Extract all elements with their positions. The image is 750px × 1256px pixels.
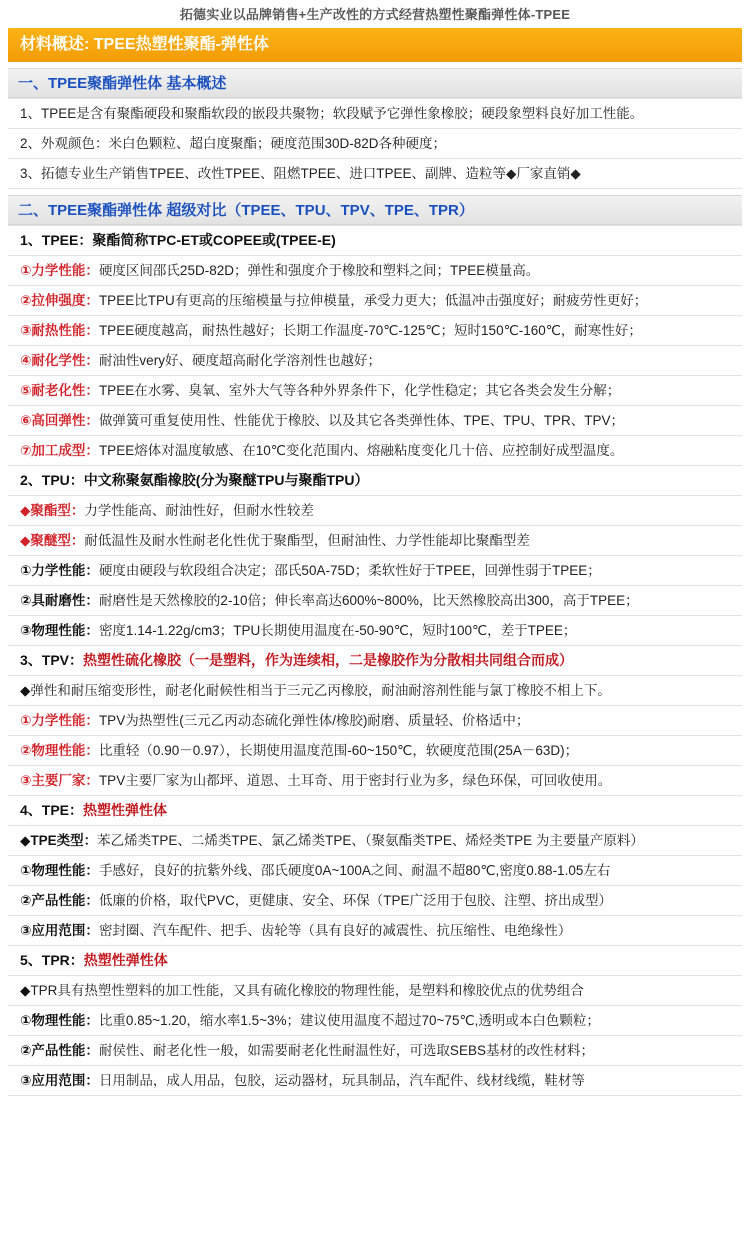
row-text: TPEE比TPU有更高的压缩模量与拉伸模量，承受力更大；低温冲击强度好；耐疲劳性更好； [98, 293, 648, 308]
content-row [8, 916, 742, 946]
row-label: ③物理性能： [20, 623, 99, 638]
subsection-title: 热塑性弹性体 [83, 802, 168, 818]
subsection-header [8, 946, 742, 976]
content-row [8, 766, 742, 796]
row-label: ◆ [20, 983, 31, 998]
row-label: ⑦加工成型： [20, 443, 99, 458]
row-text: 3、拓德专业生产销售TPEE、改性TPEE、阻燃TPEE、进口TPEE、副牌、造粒等◆厂家直销◆ [8, 159, 742, 189]
row-text: TPV主要厂家为山都坪、道恩、土耳奇、用于密封行业为多，绿色环保，可回收使用。 [98, 773, 612, 788]
content-row [8, 1036, 742, 1066]
section-header: 一、TPEE聚酯弹性体 基本概述 [8, 68, 742, 98]
row-text: 密度1.14-1.22g/cm3；TPU长期使用温度在-50-90℃，短时100℃，差于TPEE； [98, 623, 577, 638]
row-text: TPEE熔体对温度敏感、在10℃变化范围内、熔融粘度变化几十倍、应控制好成型温度。 [98, 443, 624, 458]
row-text: TPEE在水雾、臭氧、室外大气等各种外界条件下，化学性稳定；其它各类会发生分解； [98, 383, 621, 398]
content-row [8, 256, 742, 286]
content-row [8, 1066, 742, 1096]
content-row [8, 616, 742, 646]
row-label: ③主要厂家： [20, 773, 99, 788]
row-label: ⑥高回弹性： [20, 413, 99, 428]
subsection-header: 2、TPU：中文称聚氨酯橡胶(分为聚醚TPU与聚酯TPU） [8, 466, 742, 496]
subsection-label: 4、TPE： [20, 802, 84, 818]
row-text: TPV为热塑性(三元乙丙动态硫化弹性体/橡胶)耐磨、质量轻、价格适中； [98, 713, 530, 728]
row-text: 耐磨性是天然橡胶的2-10倍；伸长率高达600%~800%，比天然橡胶高出300，高于TPEE； [98, 593, 639, 608]
row-label: ⑤耐老化性： [20, 383, 99, 398]
row-label: ③应用范围： [20, 1073, 99, 1088]
content-row [8, 526, 742, 556]
row-text: 1、TPEE是含有聚酯硬段和聚酯软段的嵌段共聚物；软段赋予它弹性象橡胶；硬段象塑料良好加工性能。 [8, 98, 742, 129]
row-text: 苯乙烯类TPE、二烯类TPE、氯乙烯类TPE、（聚氨酯类TPE、烯烃类TPE 为主要量产原料） [97, 833, 644, 848]
content-row [8, 286, 742, 316]
subsection-header: 1、TPEE：聚酯简称TPC-ET或COPEE或(TPEE-E) [8, 225, 742, 256]
row-label: ②具耐磨性： [20, 593, 99, 608]
content-row [8, 826, 742, 856]
row-label: ③应用范围： [20, 923, 99, 938]
row-text: 日用制品，成人用品，包胶，运动器材，玩具制品，汽车配件、线材线缆，鞋材等 [98, 1073, 585, 1088]
content-row [8, 406, 742, 436]
section-rows [8, 98, 742, 189]
row-label: ①物理性能： [20, 863, 99, 878]
row-text: 密封圈、汽车配件、把手、齿轮等（具有良好的减震性、抗压缩性、电绝缘性） [98, 923, 572, 938]
sections-container [0, 68, 750, 1096]
subsection-header [8, 646, 742, 676]
content-row [8, 886, 742, 916]
subsection-title: 热塑性弹性体 [83, 952, 168, 968]
content-row [8, 316, 742, 346]
content-row [8, 346, 742, 376]
section-header: 二、TPEE聚酯弹性体 超级对比（TPEE、TPU、TPV、TPE、TPR） [8, 195, 742, 225]
content-row [8, 436, 742, 466]
row-label: ◆TPE类型： [20, 833, 98, 848]
row-text: 比重0.85~1.20，缩水率1.5~3%；建议使用温度不超过70~75℃,透明或本白色颗粒； [98, 1013, 600, 1028]
row-text: 耐侯性、耐老化性一般，如需要耐老化性耐温性好，可选取SEBS基材的改性材料； [98, 1043, 594, 1058]
content-row [8, 376, 742, 406]
row-text: 硬度由硬段与软段组合决定；邵氏50A-75D；柔软性好于TPEE，回弹性弱于TPEE； [98, 563, 601, 578]
row-label: ◆聚酯型： [20, 503, 85, 518]
content-row [8, 556, 742, 586]
row-label: ①力学性能： [20, 263, 99, 278]
row-text: 比重轻（0.90－0.97），长期使用温度范围-60~150℃，软硬度范围(25A－63D)； [98, 743, 579, 758]
content-row [8, 496, 742, 526]
content-row [8, 706, 742, 736]
row-label: ②拉伸强度： [20, 293, 99, 308]
row-text: 弹性和耐压缩变形性，耐老化耐候性相当于三元乙丙橡胶，耐油耐溶剂性能与氯丁橡胶不相上下。 [30, 683, 611, 698]
row-text: 2、外观颜色：米白色颗粒、超白度聚酯；硬度范围30D-82D各种硬度； [8, 129, 742, 159]
subsection-label: 5、TPR： [20, 952, 84, 968]
row-text: 硬度区间邵氏25D-82D；弹性和强度介于橡胶和塑料之间；TPEE模量高。 [98, 263, 540, 278]
row-label: ①力学性能： [20, 713, 99, 728]
content-row [8, 676, 742, 706]
row-text: TPR具有热塑性塑料的加工性能，又具有硫化橡胶的物理性能，是塑料和橡胶优点的优势组合 [30, 983, 584, 998]
row-label: ①物理性能： [20, 1013, 99, 1028]
row-text: 手感好，良好的抗紫外线、邵氏硬度0A~100A之间、耐温不超80℃,密度0.88-1.05左右 [98, 863, 611, 878]
row-label: ④耐化学性： [20, 353, 99, 368]
section-rows [8, 225, 742, 1096]
content-row [8, 1006, 742, 1036]
row-label: ③耐热性能： [20, 323, 99, 338]
row-text: 做弹簧可重复使用性、性能优于橡胶、以及其它各类弹性体、TPE、TPU、TPR、TPV； [98, 413, 624, 428]
row-label: ◆ [20, 683, 31, 698]
top-banner: 拓德实业以品牌销售+生产改性的方式经营热塑性聚酯弹性体-TPEE [179, 7, 571, 22]
content-row [8, 736, 742, 766]
row-text: 耐低温性及耐水性耐老化性优于聚酯型，但耐油性、力学性能却比聚酯型差 [84, 533, 530, 548]
content-row [8, 586, 742, 616]
subsection-header [8, 796, 742, 826]
content-row [8, 856, 742, 886]
subsection-title: 热塑性硫化橡胶（一是塑料，作为连续相，二是橡胶作为分散相共同组合而成） [83, 652, 574, 668]
row-text: TPEE硬度越高，耐热性越好；长期工作温度-70℃-125℃；短时150℃-160℃，耐寒性好； [98, 323, 642, 338]
row-label: ②产品性能： [20, 1043, 99, 1058]
row-text: 低廉的价格，取代PVC，更健康、安全、环保（TPE广泛用于包胶、注塑、挤出成型） [98, 893, 612, 908]
row-label: ②物理性能： [20, 743, 99, 758]
subsection-label: 3、TPV： [20, 652, 84, 668]
row-text: 耐油性very好、硬度超高耐化学溶剂性也越好； [98, 353, 381, 368]
row-label: ①力学性能： [20, 563, 99, 578]
material-title-bar: 材料概述: TPEE热塑性聚酯-弹性体 [8, 28, 742, 62]
row-label: ◆聚醚型： [20, 533, 85, 548]
row-text: 力学性能高、耐油性好，但耐水性较差 [84, 503, 314, 518]
content-row [8, 976, 742, 1006]
row-label: ②产品性能： [20, 893, 99, 908]
